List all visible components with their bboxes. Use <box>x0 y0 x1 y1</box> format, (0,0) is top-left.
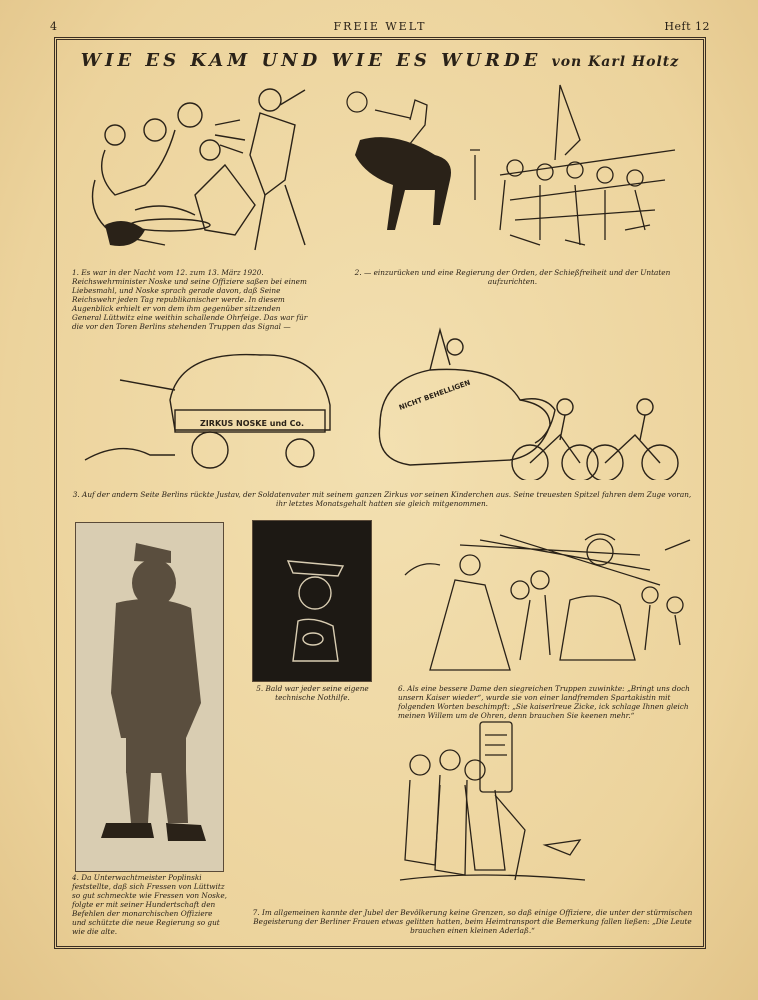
panel-7-caption: 7. Im allgemeinen kannte der Jubel der Bevölkerung keine Grenzen, so daß einige Offiziere, die unter der stürmischen Begeisterung der Berliner Frauen etwas gelitten hatten, beim Heimtransport die Bemerkung fallen ließen: „Die Leute brauchen einen kleinen Aderlaß.“ <box>252 908 693 935</box>
panel-5-illustration <box>252 520 372 682</box>
page-number: 4 <box>50 20 58 33</box>
panel-4-caption: 4. Da Unterwachtmeister Poplinski feststellte, daß sich Fressen von Lüttwitz so gut schmeckte wie Fressen von Noske, folgte er mit seiner Hundertschaft den Befehlen der monarchischen Offiziere und schützte die neue Regierung so gut wie die alte. <box>72 873 227 936</box>
issue-number: Heft 12 <box>664 20 710 33</box>
panel-2-caption: 2. — einzurücken und eine Regierung der Orden, der Schießfreiheit und der Untaten aufzurichten. <box>354 268 671 286</box>
title-byline: von Karl Holtz <box>551 54 680 70</box>
panel-1-caption: 1. Es war in der Nacht vom 12. zum 13. März 1920. Reichswehrminister Noske und seine Offiziere saßen bei einem Liebesmahl, und Noske sprach gerade davon, daß Seine Reichswehr jeden Tag republikanischer werde. In diesem Augenblick erhielt er von dem ihm gegenüber sitzenden General Lüttwitz eine weithin schallende Ohrfeige. Das war für die vor den Toren Berlins stehenden Truppen das Signal — <box>72 268 308 331</box>
panel-5-caption: 5. Bald war jeder seine eigene technische Nothilfe. <box>256 684 369 702</box>
masthead: FREIE WELT <box>333 20 427 33</box>
wagon-sign: ZIRKUS NOSKE und Co. <box>200 419 305 428</box>
article-title <box>70 50 690 71</box>
panel-3-illustration <box>80 325 680 480</box>
panel-6-caption: 6. Als eine bessere Dame den siegreichen Truppen zuwinkte: „Bringt uns doch unsern Kaiser wieder“, wurde sie von einer landfremden Spartakistin mit folgenden Worten beschimpft: „Sie kaiserlreue Zicke, ick schlage Ihnen gleich meinen Willem um de Ohren, denn brauchen Sie keenen mehr.“ <box>398 684 690 720</box>
panel-2-illustration <box>335 80 695 265</box>
title-main: WIE ES KAM UND WIE ES WURDE <box>80 50 542 71</box>
panel-1-illustration <box>75 85 320 260</box>
figure-with-lamp <box>253 521 371 681</box>
panel-6-illustration <box>400 530 695 680</box>
page-header <box>50 20 710 36</box>
elephant-sign: NICHT BEHELLIGEN <box>397 378 472 412</box>
panel-4-photo <box>75 522 224 872</box>
panel-3-caption: 3. Auf der andern Seite Berlins rückte Justav, der Soldatenvater mit seinem ganzen Zirkus vor seinen Kinderchen aus. Seine treuesten Spitzel fahren dem Zuge voran, ihr letztes Monatsgehalt hatten sie gleich mitgenommen. <box>72 490 692 508</box>
policeman-figure <box>76 523 223 871</box>
panel-7-illustration <box>395 720 595 890</box>
